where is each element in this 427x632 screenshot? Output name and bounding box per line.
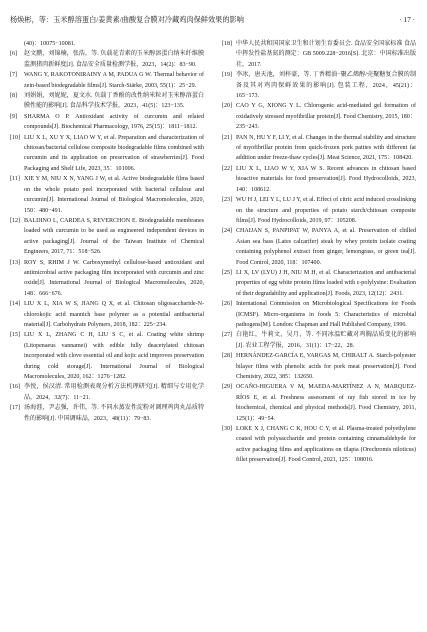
reference-number: [14] [10,301,21,308]
reference-text: WU H J, LEI Y L, LU J Y, et al. Effect of citric acid induced crosslinking on the structure and properties of potato starch/chitosan composite films[J]. Food Hydrocolloids, 2019, 97：105208. [236,197,416,224]
reference-entry [10,382,204,403]
reference-entry [222,268,416,299]
reference-entry [222,226,416,268]
reference-number: [8] [10,93,18,100]
reference-number: [29] [222,384,233,391]
reference-entry [222,330,416,351]
reference-entry [10,403,204,424]
reference-text: 中华人民共和国国家卫生和计划生育委员会. 食品安全国家标准 食品中挥发性盐基氮的测定：GB 5009.228−2016[S]. 北京：中国标准出版社，2017. [236,41,416,68]
reference-number: [15] [10,332,21,339]
reference-number: [24] [222,228,233,235]
running-header [10,14,417,26]
reference-number: [9] [10,113,18,120]
reference-entry [222,39,416,70]
reference-text: (40)：10075−10081. [24,41,76,47]
reference-number: [25] [222,269,233,276]
reference-number: [10] [10,134,21,141]
reference-number: [17] [10,405,21,412]
reference-number: [16] [10,384,21,391]
reference-text: WANG Y, RAKOTONIRAINY A M, PADUA G W. Thermal behavior of zein-based biodegradable films[J]. Starch-Stärke, 2003, 55(1)：25−29. [24,72,204,89]
reference-entry [222,101,416,132]
reference-entry [10,39,204,49]
reference-entry [222,424,416,466]
reference-number: [19] [222,72,233,79]
reference-entry [222,382,416,424]
reference-entry [10,91,204,112]
reference-entry [10,330,204,382]
reference-entry [222,351,416,382]
reference-number: [7] [10,72,18,79]
left-column [10,39,204,424]
reference-number: [27] [222,332,233,339]
reference-text: 汤海涯，尹志强，许伟，等. 不同水蒸发性淀粉对调理鸡肉丸品质特性的影响[J]. 中国调味品，2023，48(11)：79−83. [24,405,204,422]
reference-entry [10,112,204,133]
reference-number: [22] [222,165,233,172]
reference-text: LIU X L, XIA W S, JIANG Q X, et al. Chitosan oligosaccharide-N-chlorokojic acid mannich base polymer as a potential antibacterial material[J]. Carbohydrate Polymers, 2018, 182：225−234. [24,301,204,328]
reference-text: 白艳红，牛莉文，吴月，等. 不同冰温贮藏对鸡胸品质变化的影响[J]. 农业工程学报，2016，31(1)：17−22，28. [236,332,416,349]
reference-entry [10,174,204,216]
running-title: 杨焕彬，等：玉米醇溶蛋白/姜黄素/曲酸复合膜对冷藏鸡肉保鲜效果的影响 [10,16,244,24]
reference-text: LIU X L, XU Y X, LIAO W Y, et al. Preparation and characterization of chitosan/bacterial cellulose composite biodegradable films combined with curcumin and its application on preservation of strawberries[J]. Food Packaging and Shelf Life, 2023, 35：101006. [24,134,204,172]
reference-text: CHAIJAN S, PANPIPAT W, PANYA A, et al. Preservation of chilled Asian sea bass (Lates calcarifer) steak by whey protein isolate coating containing polyphenol extract from ginger, lemongrass, or green tea[J]. Food Control, 2020, 118：107400. [236,228,416,266]
reference-text: XIE Y M, NIU X N, YANG J W, et al. Active biodegradable films based on the whole potato peel incorporated with bacterial cellulose and curcumin[J]. International Journal of Biological Macromolecules, 2020, 150：480−491. [24,176,204,214]
reference-text: HERNÁNDEZ-GARCÍA E, VARGAS M, CHIRALT A. Starch-polyester bilayer films with phenolic acids for pork meat preservation[J]. Food Chemistry, 2022, 385：132650. [236,353,416,380]
reference-entry [10,258,204,300]
reference-entry [222,133,416,164]
reference-number: [13] [10,259,21,266]
reference-text: 李悦，侯汉清. 常用检测表观分析方法机理研究[J]. 精细与专用化学品，2024，32(7)：11−21. [24,384,204,401]
reference-number: [12] [10,217,21,224]
reference-text: 赵文鹏，刘锦楠，张浩，等. 负载花青素的玉米醇溶蛋白纳米纤维膜监测猪肉新鲜度[J]. 食品安全质量检测学报，2023，14(2)：83−90. [24,51,204,68]
reference-text: 李冰，唐天池，刘梓豪，等. 丁香精油−聚乙烯醇/壳聚糖复合膜的制备及其对鸡肉保鲜效果的影响[J]. 包装工程，2024，45(21)：165−173. [236,72,416,100]
reference-text: CAO Y G, XIONG Y L. Chlorogenic acid-mediated gel formation of oxidatively stressed myofibrillar protein[J]. Food Chemistry, 2015, 180：235−243. [236,103,416,131]
reference-text: LIU X L, ZHANG C H, LIU S C, et al. Coating white shrimp (Litopenaeus vannamei) with edible fully deacetylated chitosan incorporated with clove essential oil and kojic acid improves preservation during cold storage[J]. International Journal of Biological Macromolecules, 2020, 162：1276−1282. [24,332,204,380]
reference-entry [10,133,204,175]
reference-number: [20] [222,103,233,110]
reference-text: SHARMA O P. Antioxidant activity of curcumin and related compounds[J]. Biochemical Pharmacology, 1976, 25(15)：1811−1812. [24,113,204,131]
reference-text: LIU X L, LIAO W Y, XIA W S. Recent advances in chitosan based bioactive materials for food preservation[J]. Food Hydrocolloids, 2023, 140：108612. [236,165,416,193]
reference-text: LI X, LV (LYU) J H, NIU M H, et al. Characterization and antibacterial properties of egg white protein films loaded with ε-polylysine: Evaluation of their degradability and application[J]. Foods, 2023, 12(12)：2431. [236,269,416,297]
reference-entry [10,70,204,91]
reference-entry [222,70,416,101]
reference-number: [28] [222,353,233,360]
reference-number: [30] [222,426,233,433]
reference-entry [10,299,204,330]
reference-entry [222,299,416,330]
reference-number: [23] [222,197,233,204]
page-number: · 17 · [399,16,415,24]
reference-entry [222,195,416,226]
reference-text: BALDINO L, CARDEA S, REVERCHON E. Biodegradable membranes loaded with curcumin to be used as engineered independent devices in active packaging[J]. Journal of the Taiwan Institute of Chemical Engineers, 2017, 71：518−526. [24,217,204,256]
reference-entry [222,164,416,195]
reference-entry [10,49,204,70]
reference-text: LOKE X J, CHANG C K, HOU C Y, et al. Plasma-treated polyethylene coated with polysaccharide and protein containing cinnamaldehyde for active packaging films and applications on tilapia (Orechromis niloticus) fillet preservation[J]. Food Control, 2021, 125：108016. [236,426,416,464]
reference-text: 刘娟娟，刘妮妮，夏文水. 负载丁香酚的改性纳米粒对玉米醇溶蛋白膜性能的影响[J]. 食品科学技术学报，2023，41(5)：123−135. [24,93,204,110]
reference-text: PAN N, HU Y F, LI Y, et al. Changes in the thermal stability and structure of myofibrillar protein from quick-frozen pork patties with different fat addition under freeze-thaw cycles[J]. Meat Science, 2021, 175：108420. [236,134,416,162]
reference-number: [26] [222,301,233,308]
reference-number: [6] [10,51,18,58]
reference-number: [11] [10,176,20,183]
reference-text: ROY S, RHIM J W. Carboxymethyl cellulose-based antioxidant and antimicrobial active packaging film incorporated with curcumin and zinc oxide[J]. International Journal of Biological Macromolecules, 2020, 148：666−676. [24,259,204,297]
right-column [222,39,416,466]
reference-entry [10,216,204,258]
reference-number: [18] [222,41,233,47]
reference-number: [21] [222,134,233,141]
reference-text: OCAÑO-HIGUERA V M, MAEDA-MARTÍNEZ A N, MARQUEZ-RÍOS E, et al. Freshness assessment of ray fish stored in ice by biochemical, chemical and physical methods[J]. Food Chemistry, 2011, 125(1)：49−54. [236,384,416,422]
reference-text: International Commission on Microbiological Specifications for Foods (ICMSF). Micro-organisms in foods 5: Characteristics of microbial pathogens[M]. London: Chapman and Hall Published Company, 1996. [236,301,416,328]
